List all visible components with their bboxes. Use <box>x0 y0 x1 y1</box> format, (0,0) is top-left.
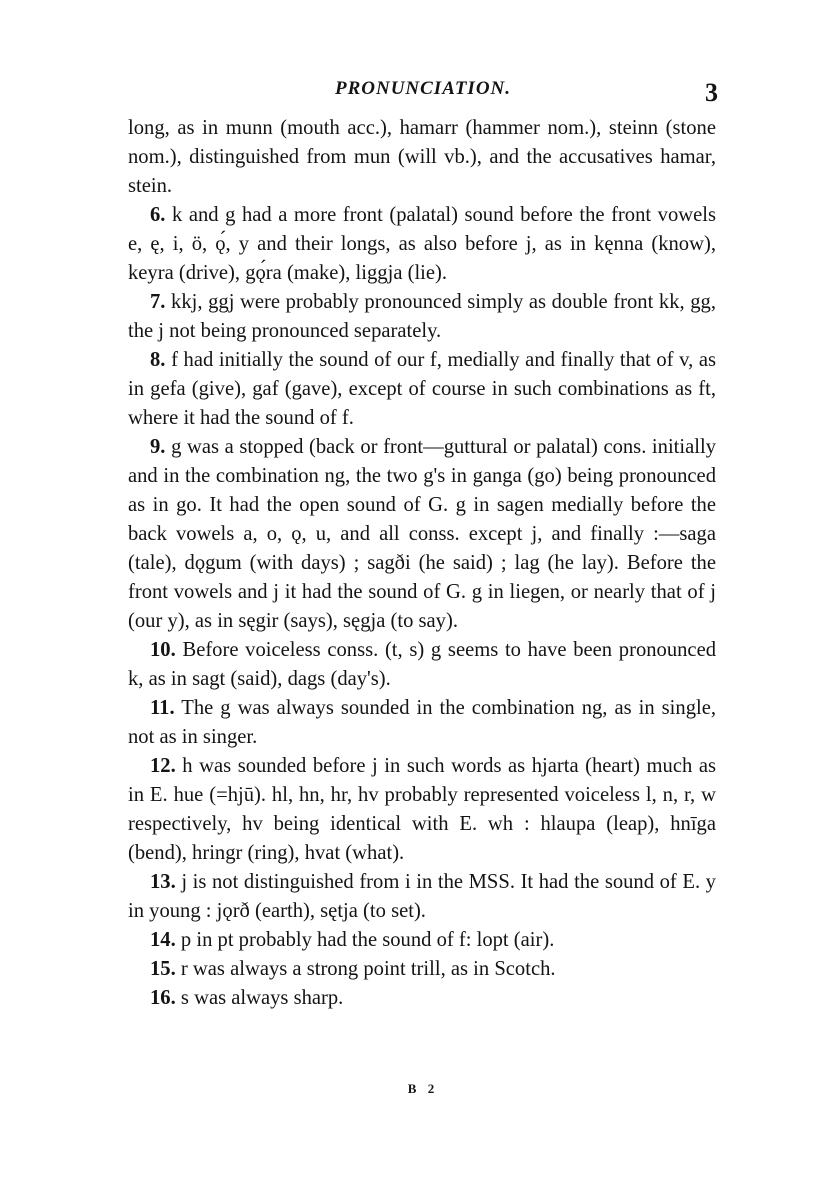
paragraph-15 <box>128 955 716 984</box>
paragraph-16 <box>128 984 716 1013</box>
paragraph-8 <box>128 346 716 433</box>
paragraph-text: kkj, ggj were probably pronounced simply as double front kk, gg, the j not being pronounced separately. <box>128 291 716 342</box>
paragraph-text: f had initially the sound of our f, medially and finally that of v, as in gefa (give), gaf (gave), except of course in such combinations as ft, where it had the sound of f. <box>128 349 716 429</box>
page-number: 3 <box>705 78 718 107</box>
section-number: 8. <box>150 349 166 371</box>
paragraph-6 <box>128 201 716 288</box>
section-number: 16. <box>150 987 176 1009</box>
paragraph-13 <box>128 868 716 926</box>
page-header <box>128 74 718 107</box>
paragraph-text: long, as in munn (mouth acc.), hamarr (hammer nom.), steinn (stone nom.), distinguished from mun (will vb.), and the accusatives hamar, stein. <box>128 117 716 197</box>
paragraph-text: p in pt probably had the sound of f: lopt (air). <box>180 929 555 951</box>
paragraph-14 <box>128 926 716 955</box>
paragraph-7 <box>128 288 716 346</box>
section-number: 14. <box>150 929 176 951</box>
paragraph-11 <box>128 694 716 752</box>
section-number: 15. <box>150 958 176 980</box>
signature-mark: B 2 <box>407 1081 439 1096</box>
paragraph-text: k and g had a more front (palatal) sound before the front vowels e, ę, i, ö, ǫ́, y and their longs, as also before j, as in kęnna (know), keyra (drive), gǫ́ra (make), liggja (lie). <box>128 204 716 284</box>
section-number: 11. <box>150 697 175 719</box>
section-number: 13. <box>150 871 176 893</box>
section-number: 9. <box>150 436 166 458</box>
paragraph-10 <box>128 636 716 694</box>
paragraph-12 <box>128 752 716 868</box>
paragraph-text: Before voiceless conss. (t, s) g seems to have been pronounced k, as in sagt (said), dags (day's). <box>128 639 717 690</box>
paragraph-text: j is not distinguished from i in the MSS. It had the sound of E. y in young : jǫrð (earth), sętja (to set). <box>128 871 716 922</box>
section-number: 10. <box>150 639 176 661</box>
paragraph-text: The g was always sounded in the combination ng, as in single, not as in singer. <box>128 697 716 748</box>
section-number: 7. <box>150 291 166 313</box>
running-title: PRONUNCIATION. <box>334 78 512 99</box>
paragraph-9 <box>128 433 716 636</box>
paragraph-text: g was a stopped (back or front—guttural or palatal) cons. initially and in the combination ng, the two g's in ganga (go) being pronounced as in go. It had the open sound of G. g in sagen medially before the back vowels a, o, ǫ, u, and all conss. except j, and finally :—saga (tale), dǫgum (with days) ; sagði (he said) ; lag (he lay). Before the front vowels and j it had the sound of G. g in liegen, or nearly that of j (our y), as in sęgir (says), sęgja (to say). <box>128 436 717 632</box>
paragraph-text: s was always sharp. <box>180 987 344 1009</box>
body-text <box>128 114 716 1013</box>
section-number: 12. <box>150 755 176 777</box>
paragraph-text: r was always a strong point trill, as in Scotch. <box>180 958 556 980</box>
paragraph-text: h was sounded before j in such words as hjarta (heart) much as in E. hue (=hjū). hl, hn, hr, hv probably represented voiceless l, n, r, w respectively, hv being identical with E. wh : hlaupa (leap), hnīga (bend), hringr (ring), hvat (what). <box>128 755 716 864</box>
paragraph-continuation <box>128 114 716 201</box>
section-number: 6. <box>150 204 166 226</box>
